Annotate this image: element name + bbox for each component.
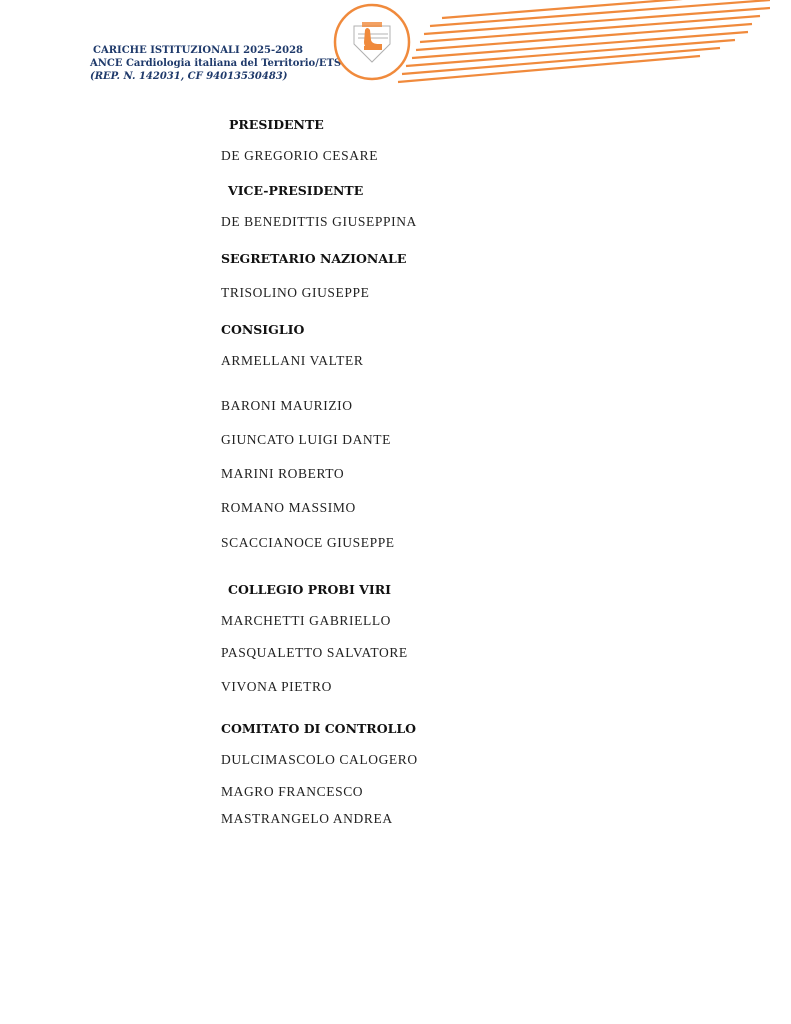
section-title-consiglio: CONSIGLIO bbox=[221, 322, 305, 337]
section-title-vice-presidente: VICE-PRESIDENTE bbox=[228, 183, 364, 198]
list-item: DULCIMASCOLO CALOGERO bbox=[221, 752, 418, 767]
list-item: ARMELLANI VALTER bbox=[221, 353, 364, 368]
section-title-segretario: SEGRETARIO NAZIONALE bbox=[221, 251, 407, 266]
header-organization: ANCE Cardiologia italiana del Territorio/ETS bbox=[90, 58, 342, 69]
section-title-controllo: COMITATO DI CONTROLLO bbox=[221, 721, 417, 736]
section-title-presidente: PRESIDENTE bbox=[229, 117, 324, 132]
header-title: CARICHE ISTITUZIONALI 2025-2028 bbox=[93, 45, 303, 56]
ance-logo-icon bbox=[332, 0, 412, 86]
decorative-stripes bbox=[390, 0, 770, 84]
list-item: PASQUALETTO SALVATORE bbox=[221, 645, 408, 660]
list-item: SCACCIANOCE GIUSEPPE bbox=[221, 535, 395, 550]
list-item: VIVONA PIETRO bbox=[221, 679, 332, 694]
header-registration: (REP. N. 142031, CF 94013530483) bbox=[90, 71, 288, 82]
list-item: GIUNCATO LUIGI DANTE bbox=[221, 432, 391, 447]
list-item: MARCHETTI GABRIELLO bbox=[221, 613, 392, 628]
list-item: DE GREGORIO CESARE bbox=[221, 148, 379, 163]
list-item: MASTRANGELO ANDREA bbox=[221, 811, 393, 826]
list-item: MARINI ROBERTO bbox=[221, 466, 345, 481]
section-title-probi-viri: COLLEGIO PROBI VIRI bbox=[228, 582, 391, 597]
list-item: TRISOLINO GIUSEPPE bbox=[221, 285, 370, 300]
list-item: DE BENEDITTIS GIUSEPPINA bbox=[221, 214, 417, 229]
list-item: ROMANO MASSIMO bbox=[221, 500, 356, 515]
list-item: MAGRO FRANCESCO bbox=[221, 784, 364, 799]
list-item: BARONI MAURIZIO bbox=[221, 398, 353, 413]
document-header bbox=[90, 44, 341, 83]
